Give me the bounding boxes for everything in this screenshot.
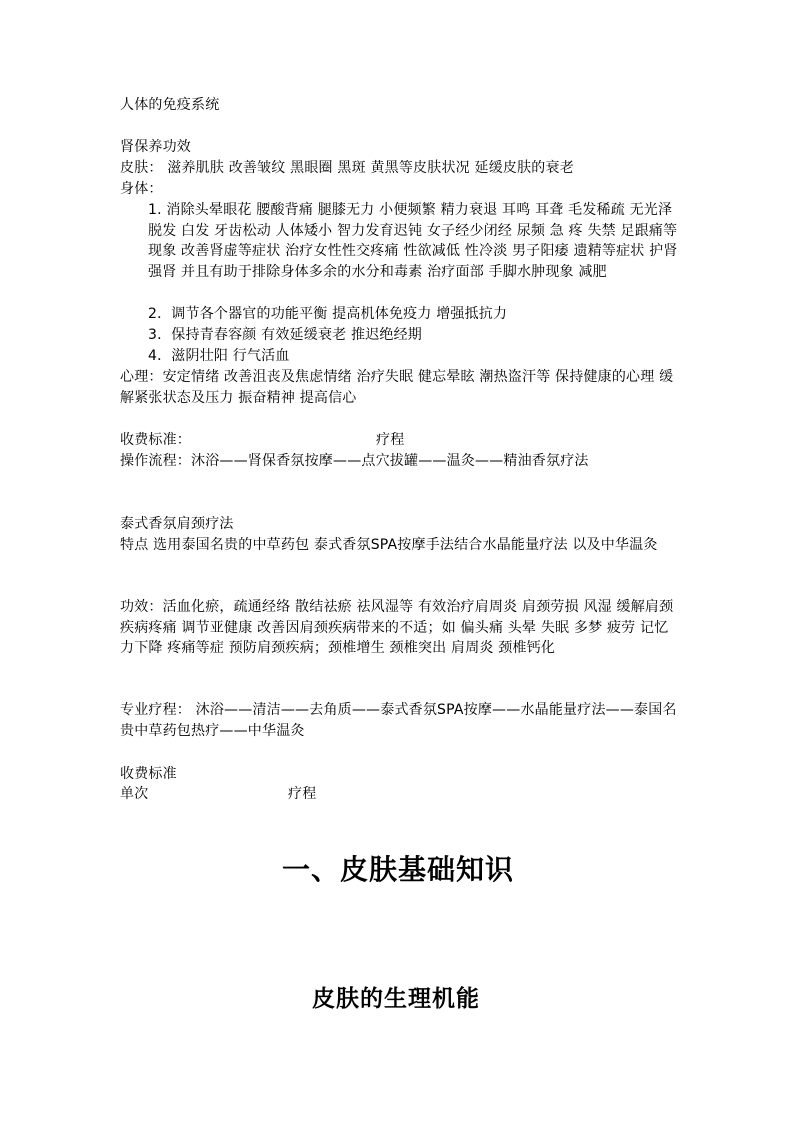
section2-effects: 功效：活血化瘀，疏通经络 散结祛瘀 祛风湿等 有效治疗肩周炎 肩颈劳损 风湿 缓解肩颈疾病疼痛 调节亚健康 改善因肩颈疾病带来的不适；如 偏头痛 头晕 失眠 多梦 疲劳 记忆力下降 疼痛等症 预防肩颈疾病；颈椎增生 颈椎突出 肩周炎 颈椎钙化 bbox=[120, 599, 674, 656]
body-item-4: 4．滋阴壮阳 行气活血 bbox=[148, 348, 290, 364]
body-item-2: 2．调节各个器官的功能平衡 提高机体免疫力 增强抵抗力 bbox=[148, 306, 508, 322]
section2-fee-course: 疗程 bbox=[288, 786, 317, 802]
section-heading: 皮肤的生理机能 bbox=[312, 986, 480, 1012]
procedure: 操作流程：沐浴——肾保香氛按摩——点穴拔罐——温灸——精油香氛疗法 bbox=[120, 453, 589, 469]
section2-fee-label: 收费标准 bbox=[120, 766, 177, 782]
section-subtitle: 肾保养功效 bbox=[120, 139, 191, 155]
chapter-heading: 一、皮肤基础知识 bbox=[282, 853, 515, 886]
section2-features: 特点 选用泰国名贵的中草药包 泰式香氛SPA按摩手法结合水晶能量疗法 以及中华温灸 bbox=[120, 537, 658, 553]
section2-title: 泰式香氛肩颈疗法 bbox=[120, 516, 234, 532]
body-label: 身体： bbox=[120, 181, 163, 197]
fee-course: 疗程 bbox=[376, 432, 405, 448]
section2-fee-single: 单次 bbox=[120, 786, 149, 802]
body-item-1: 1. 消除头晕眼花 腰酸背痛 腿膝无力 小便频繁 精力衰退 耳鸣 耳聋 毛发稀疏 无光泽 脱发 白发 牙齿松动 人体矮小 智力发育迟钝 女子经少闭经 尿频 急 疼 失禁 足跟痛等现象 改善肾虚等症状 治疗女性性交疼痛 性欲减低 性冷淡 男子阳痿 遗精等症状 护肾强肾 并且有助于排除身体多余的水分和毒素 治疗面部 手脚水肿现象 减肥 bbox=[148, 202, 678, 280]
body-item-3: 3．保持青春容颜 有效延缓衰老 推迟绝经期 bbox=[148, 327, 423, 343]
fee-label: 收费标准： bbox=[120, 432, 191, 448]
psych-effects: 心理：安定情绪 改善沮丧及焦虑情绪 治疗失眠 健忘晕眩 潮热盗汗等 保持健康的心理 缓解紧张状态及压力 振奋精神 提高信心 bbox=[120, 369, 674, 406]
section2-course: 专业疗程： 沐浴——清洁——去角质——泰式香氛SPA按摩——水晶能量疗法——泰国名贵中草药包热疗——中华温灸 bbox=[120, 702, 677, 739]
section-title: 人体的免疫系统 bbox=[120, 97, 220, 113]
skin-effects: 皮肤： 滋养肌肤 改善皱纹 黑眼圈 黑斑 黄黑等皮肤状况 延缓皮肤的衰老 bbox=[120, 160, 574, 176]
